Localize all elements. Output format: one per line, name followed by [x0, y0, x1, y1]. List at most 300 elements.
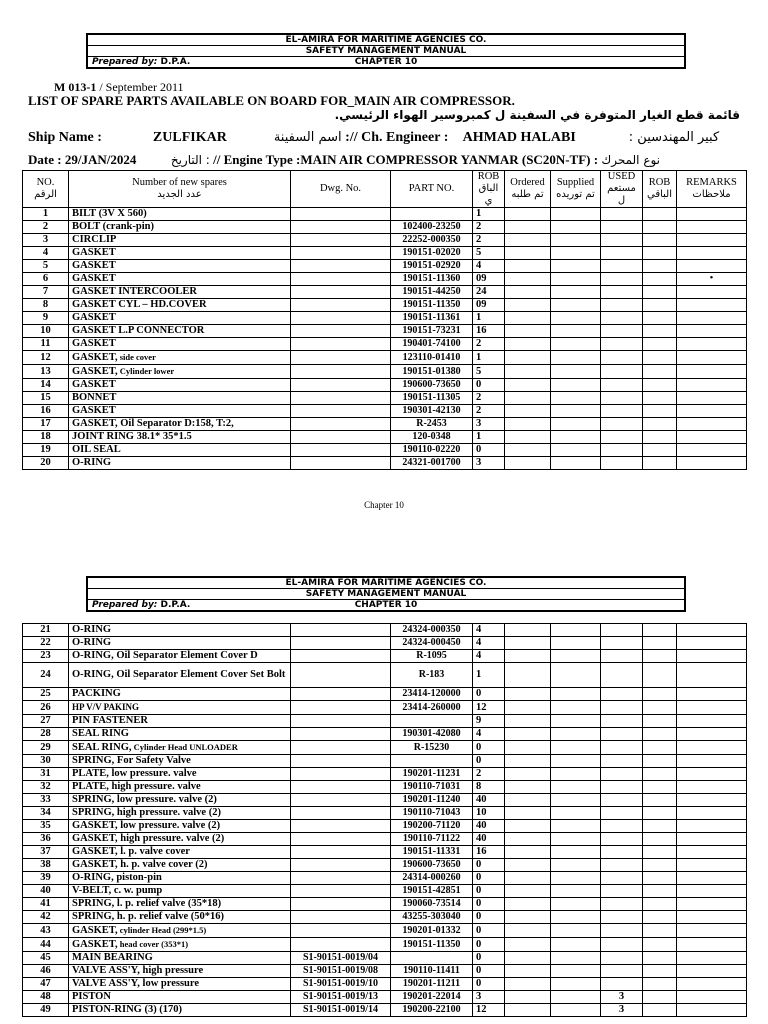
supplied-cell — [551, 405, 601, 418]
rob-remaining-cell — [643, 794, 677, 807]
part-number: 190201-01332 — [391, 924, 473, 938]
remarks-cell — [677, 701, 747, 715]
ordered-cell — [505, 444, 551, 457]
supplied-cell — [551, 938, 601, 952]
part-name: BILT (3V X 560) — [69, 208, 291, 221]
used-value — [601, 794, 643, 807]
rob-value: 9 — [473, 715, 505, 728]
rob-remaining-cell — [643, 715, 677, 728]
remarks-cell — [677, 846, 747, 859]
row-number: 49 — [23, 1004, 69, 1017]
remarks-cell — [677, 965, 747, 978]
rob-value: 1 — [473, 312, 505, 325]
table-row — [23, 405, 747, 418]
row-number: 2 — [23, 221, 69, 234]
part-name: MAIN BEARING — [69, 952, 291, 965]
table-header: NO. الرقم Number of new spares عدد الجديد Dwg. No. PART NO. ROB الباق ي Ordered تم طلبه Supplied تم توريده USED مستعم ل ROB الباقي REMARKS ملاحظات — [23, 171, 747, 208]
part-number: 190201-22014 — [391, 991, 473, 1004]
table-row — [23, 431, 747, 444]
supplied-cell — [551, 794, 601, 807]
rob-value: 0 — [473, 872, 505, 885]
row-number: 48 — [23, 991, 69, 1004]
ordered-cell — [505, 911, 551, 924]
drawing-number — [291, 898, 391, 911]
rob-value: 2 — [473, 221, 505, 234]
rob-value: 16 — [473, 325, 505, 338]
used-value — [601, 650, 643, 663]
row-number: 21 — [23, 624, 69, 637]
rob-remaining-cell — [643, 952, 677, 965]
ordered-cell — [505, 418, 551, 431]
part-name: PISTON — [69, 991, 291, 1004]
drawing-number — [291, 637, 391, 650]
rob-remaining-cell — [643, 338, 677, 351]
part-name: O-RING, piston-pin — [69, 872, 291, 885]
drawing-number — [291, 299, 391, 312]
ordered-cell — [505, 978, 551, 991]
remarks-cell — [677, 872, 747, 885]
part-number: 190600-73650 — [391, 379, 473, 392]
rob-value: 2 — [473, 338, 505, 351]
row-number: 30 — [23, 755, 69, 768]
part-number: 190151-11350 — [391, 938, 473, 952]
date-value: 29/JAN/2024 — [64, 152, 137, 167]
supplied-cell — [551, 312, 601, 325]
header-box — [86, 33, 686, 69]
rob-value: 4 — [473, 728, 505, 741]
row-number: 22 — [23, 637, 69, 650]
rob-remaining-cell — [643, 444, 677, 457]
rob-remaining-cell — [643, 768, 677, 781]
remarks-cell — [677, 978, 747, 991]
part-number: 190201-11211 — [391, 978, 473, 991]
part-name: GASKET — [69, 247, 291, 260]
row-number: 16 — [23, 405, 69, 418]
part-name: O-RING, Oil Separator Element Cover D — [69, 650, 291, 663]
rob-value: 1 — [473, 208, 505, 221]
ordered-cell — [505, 938, 551, 952]
company-name: EL-AMIRA FOR MARITIME AGENCIES CO. — [88, 578, 684, 589]
row-number: 3 — [23, 234, 69, 247]
part-name: SEAL RING — [69, 728, 291, 741]
table-row — [23, 872, 747, 885]
rob-remaining-cell — [643, 991, 677, 1004]
rob-remaining-cell — [643, 898, 677, 911]
drawing-number — [291, 338, 391, 351]
supplied-cell — [551, 833, 601, 846]
table-row — [23, 768, 747, 781]
remarks-cell — [677, 911, 747, 924]
rob-remaining-cell — [643, 965, 677, 978]
rob-remaining-cell — [643, 351, 677, 365]
rob-remaining-cell — [643, 688, 677, 701]
ordered-cell — [505, 286, 551, 299]
remarks-cell — [677, 650, 747, 663]
drawing-number: S1-90151-0019/13 — [291, 991, 391, 1004]
remarks-cell — [677, 820, 747, 833]
used-value — [601, 965, 643, 978]
supplied-cell — [551, 911, 601, 924]
used-value — [601, 728, 643, 741]
ordered-cell — [505, 952, 551, 965]
part-name: GASKET CYL – HD.COVER — [69, 299, 291, 312]
part-name: GASKET, high pressure. valve (2) — [69, 833, 291, 846]
table-row — [23, 701, 747, 715]
row-number: 5 — [23, 260, 69, 273]
row-number: 6 — [23, 273, 69, 286]
supplied-cell — [551, 663, 601, 688]
used-value — [601, 911, 643, 924]
table-row — [23, 338, 747, 351]
part-number: 24321-001700 — [391, 457, 473, 470]
part-name: GASKET L.P CONNECTOR — [69, 325, 291, 338]
manual-title: SAFETY MANAGEMENT MANUAL — [88, 589, 684, 600]
part-number: 190401-74100 — [391, 338, 473, 351]
part-number — [391, 208, 473, 221]
used-value — [601, 688, 643, 701]
part-number: 190110-71122 — [391, 833, 473, 846]
drawing-number — [291, 768, 391, 781]
remarks-cell — [677, 794, 747, 807]
drawing-number — [291, 392, 391, 405]
part-name: O-RING — [69, 637, 291, 650]
rob-value: 0 — [473, 898, 505, 911]
rob-remaining-cell — [643, 859, 677, 872]
supplied-cell — [551, 846, 601, 859]
rob-value: 09 — [473, 299, 505, 312]
row-number: 15 — [23, 392, 69, 405]
part-number: 190200-22100 — [391, 1004, 473, 1017]
part-number: 190301-42130 — [391, 405, 473, 418]
ordered-cell — [505, 637, 551, 650]
row-number: 24 — [23, 663, 69, 688]
drawing-number — [291, 755, 391, 768]
rob-value: 2 — [473, 768, 505, 781]
drawing-number — [291, 701, 391, 715]
used-value — [601, 898, 643, 911]
rob-remaining-cell — [643, 885, 677, 898]
part-number: 120-0348 — [391, 431, 473, 444]
row-number: 1 — [23, 208, 69, 221]
rob-remaining-cell — [643, 781, 677, 794]
rob-remaining-cell — [643, 911, 677, 924]
supplied-cell — [551, 338, 601, 351]
table-row — [23, 898, 747, 911]
row-number: 23 — [23, 650, 69, 663]
ordered-cell — [505, 365, 551, 379]
part-number: 190151-73231 — [391, 325, 473, 338]
remarks-cell — [677, 991, 747, 1004]
supplied-cell — [551, 1004, 601, 1017]
supplied-cell — [551, 820, 601, 833]
part-number: 102400-23250 — [391, 221, 473, 234]
remarks-cell: • — [677, 273, 747, 286]
ordered-cell — [505, 312, 551, 325]
part-name: GASKET — [69, 405, 291, 418]
rob-value: 0 — [473, 444, 505, 457]
remarks-cell — [677, 338, 747, 351]
part-name: GASKET, cylinder Head (299*1.5) — [69, 924, 291, 938]
row-number: 35 — [23, 820, 69, 833]
row-number: 39 — [23, 872, 69, 885]
part-name: PISTON-RING (3) (170) — [69, 1004, 291, 1017]
page-footer: Chapter 10 — [364, 500, 404, 510]
row-number: 4 — [23, 247, 69, 260]
row-number: 7 — [23, 286, 69, 299]
supplied-cell — [551, 885, 601, 898]
rob-value: 2 — [473, 392, 505, 405]
used-value — [601, 701, 643, 715]
prepared-row — [88, 600, 684, 610]
date-line: Date : 29/JAN/2024 التاريخ : // Engine Type :MAIN AIR COMPRESSOR YANMAR (SC20N-TF) : نوع المحرك — [28, 152, 661, 167]
remarks-cell — [677, 365, 747, 379]
remarks-cell — [677, 1004, 747, 1017]
remarks-cell — [677, 624, 747, 637]
table-row — [23, 286, 747, 299]
part-name: PLATE, high pressure. valve — [69, 781, 291, 794]
supplied-cell — [551, 365, 601, 379]
ordered-cell — [505, 221, 551, 234]
used-value — [601, 624, 643, 637]
supplied-cell — [551, 208, 601, 221]
drawing-number — [291, 221, 391, 234]
rob-remaining-cell — [643, 392, 677, 405]
drawing-number — [291, 781, 391, 794]
table-row — [23, 781, 747, 794]
used-value — [601, 431, 643, 444]
supplied-cell — [551, 807, 601, 820]
row-number: 17 — [23, 418, 69, 431]
rob-value: 3 — [473, 457, 505, 470]
row-number: 43 — [23, 924, 69, 938]
supplied-cell — [551, 715, 601, 728]
used-value: 3 — [601, 1004, 643, 1017]
row-number: 9 — [23, 312, 69, 325]
part-number: 190110-71031 — [391, 781, 473, 794]
rob-value: 0 — [473, 978, 505, 991]
remarks-cell — [677, 833, 747, 846]
drawing-number — [291, 650, 391, 663]
rob-value: 0 — [473, 755, 505, 768]
supplied-cell — [551, 924, 601, 938]
part-name: BONNET — [69, 392, 291, 405]
used-value — [601, 260, 643, 273]
rob-remaining-cell — [643, 755, 677, 768]
used-value — [601, 392, 643, 405]
used-value — [601, 833, 643, 846]
rob-remaining-cell — [643, 260, 677, 273]
rob-remaining-cell — [643, 221, 677, 234]
rob-value: 1 — [473, 663, 505, 688]
drawing-number — [291, 325, 391, 338]
used-value — [601, 637, 643, 650]
manual-title: SAFETY MANAGEMENT MANUAL — [88, 46, 684, 57]
row-number: 42 — [23, 911, 69, 924]
drawing-number — [291, 312, 391, 325]
part-number: 190151-02020 — [391, 247, 473, 260]
rob-remaining-cell — [643, 701, 677, 715]
row-number: 25 — [23, 688, 69, 701]
drawing-number — [291, 379, 391, 392]
supplied-cell — [551, 637, 601, 650]
used-value — [601, 379, 643, 392]
rob-value: 2 — [473, 234, 505, 247]
remarks-cell — [677, 325, 747, 338]
part-name: CIRCLIP — [69, 234, 291, 247]
ship-line: Ship Name : ZULFIKAR اسم السفينة :// Ch. Engineer : AHMAD HALABI كبير المهندسين : — [28, 130, 720, 145]
supplied-cell — [551, 247, 601, 260]
table-row — [23, 234, 747, 247]
part-name: SPRING, h. p. relief valve (50*16) — [69, 911, 291, 924]
used-value — [601, 299, 643, 312]
row-number: 29 — [23, 741, 69, 755]
prepared-row — [88, 57, 684, 67]
table-row — [23, 859, 747, 872]
drawing-number — [291, 273, 391, 286]
rob-value: 40 — [473, 820, 505, 833]
drawing-number — [291, 924, 391, 938]
rob-value: 0 — [473, 924, 505, 938]
rob-value: 0 — [473, 938, 505, 952]
part-number: 23414-120000 — [391, 688, 473, 701]
row-number: 31 — [23, 768, 69, 781]
drawing-number — [291, 365, 391, 379]
used-value — [601, 885, 643, 898]
part-number: 190301-42080 — [391, 728, 473, 741]
rob-remaining-cell — [643, 1004, 677, 1017]
ship-name: ZULFIKAR — [152, 130, 227, 145]
rob-value: 0 — [473, 859, 505, 872]
supplied-cell — [551, 418, 601, 431]
table-row — [23, 728, 747, 741]
ordered-cell — [505, 991, 551, 1004]
remarks-cell — [677, 885, 747, 898]
used-value — [601, 418, 643, 431]
table-row — [23, 938, 747, 952]
chapter-label: CHAPTER 10 — [354, 600, 418, 610]
part-number: 190151-11350 — [391, 299, 473, 312]
remarks-cell — [677, 418, 747, 431]
ordered-cell — [505, 392, 551, 405]
rob-value: 12 — [473, 1004, 505, 1017]
ordered-cell — [505, 741, 551, 755]
ordered-cell — [505, 965, 551, 978]
supplied-cell — [551, 260, 601, 273]
table-row — [23, 221, 747, 234]
ordered-cell — [505, 663, 551, 688]
drawing-number — [291, 911, 391, 924]
remarks-cell — [677, 286, 747, 299]
rob-remaining-cell — [643, 418, 677, 431]
part-name: GASKET INTERCOOLER — [69, 286, 291, 299]
rob-value: 4 — [473, 624, 505, 637]
drawing-number — [291, 715, 391, 728]
remarks-cell — [677, 312, 747, 325]
rob-remaining-cell — [643, 624, 677, 637]
supplied-cell — [551, 978, 601, 991]
used-value — [601, 325, 643, 338]
used-value — [601, 444, 643, 457]
table-row — [23, 260, 747, 273]
part-name: PLATE, low pressure. valve — [69, 768, 291, 781]
part-number: 190110-02220 — [391, 444, 473, 457]
row-number: 18 — [23, 431, 69, 444]
remarks-cell — [677, 741, 747, 755]
ordered-cell — [505, 650, 551, 663]
rob-remaining-cell — [643, 234, 677, 247]
rob-remaining-cell — [643, 312, 677, 325]
rob-value: 4 — [473, 637, 505, 650]
part-name: JOINT RING 38.1* 35*1.5 — [69, 431, 291, 444]
remarks-cell — [677, 768, 747, 781]
ordered-cell — [505, 247, 551, 260]
ordered-cell — [505, 299, 551, 312]
remarks-cell — [677, 379, 747, 392]
rob-remaining-cell — [643, 365, 677, 379]
row-number: 37 — [23, 846, 69, 859]
rob-remaining-cell — [643, 924, 677, 938]
supplied-cell — [551, 859, 601, 872]
used-value — [601, 247, 643, 260]
remarks-cell — [677, 663, 747, 688]
drawing-number: S1-90151-0019/14 — [291, 1004, 391, 1017]
part-name: PACKING — [69, 688, 291, 701]
row-number: 32 — [23, 781, 69, 794]
part-name: GASKET, h. p. valve cover (2) — [69, 859, 291, 872]
table-row — [23, 663, 747, 688]
ordered-cell — [505, 351, 551, 365]
rob-value: 4 — [473, 650, 505, 663]
used-value — [601, 365, 643, 379]
used-value — [601, 872, 643, 885]
part-number: 190201-11240 — [391, 794, 473, 807]
part-number: 24324-000350 — [391, 624, 473, 637]
table-row — [23, 624, 747, 637]
rob-remaining-cell — [643, 379, 677, 392]
part-number: 190151-11305 — [391, 392, 473, 405]
rob-remaining-cell — [643, 650, 677, 663]
company-name: EL-AMIRA FOR MARITIME AGENCIES CO. — [88, 35, 684, 46]
rob-value: 1 — [473, 351, 505, 365]
rob-value: 09 — [473, 273, 505, 286]
part-number: 190060-73514 — [391, 898, 473, 911]
row-number: 33 — [23, 794, 69, 807]
part-name: GASKET, low pressure. valve (2) — [69, 820, 291, 833]
supplied-cell — [551, 755, 601, 768]
part-number: 190151-11361 — [391, 312, 473, 325]
document-title: LIST OF SPARE PARTS AVAILABLE ON BOARD FOR_MAIN AIR COMPRESSOR. — [28, 93, 515, 108]
remarks-cell — [677, 898, 747, 911]
table-row — [23, 299, 747, 312]
remarks-cell — [677, 715, 747, 728]
used-value — [601, 234, 643, 247]
part-name: VALVE ASS'Y, low pressure — [69, 978, 291, 991]
row-number: 14 — [23, 379, 69, 392]
part-name: GASKET, head cover (353*1) — [69, 938, 291, 952]
supplied-cell — [551, 768, 601, 781]
rob-remaining-cell — [643, 728, 677, 741]
remarks-cell — [677, 688, 747, 701]
ordered-cell — [505, 807, 551, 820]
ordered-cell — [505, 833, 551, 846]
used-value — [601, 807, 643, 820]
rob-value: 3 — [473, 418, 505, 431]
part-name: O-RING, Oil Separator Element Cover Set Bolt — [69, 663, 291, 688]
remarks-cell — [677, 392, 747, 405]
part-number: 190200-71120 — [391, 820, 473, 833]
part-name: SEAL RING, Cylinder Head UNLOADER — [69, 741, 291, 755]
drawing-number — [291, 833, 391, 846]
